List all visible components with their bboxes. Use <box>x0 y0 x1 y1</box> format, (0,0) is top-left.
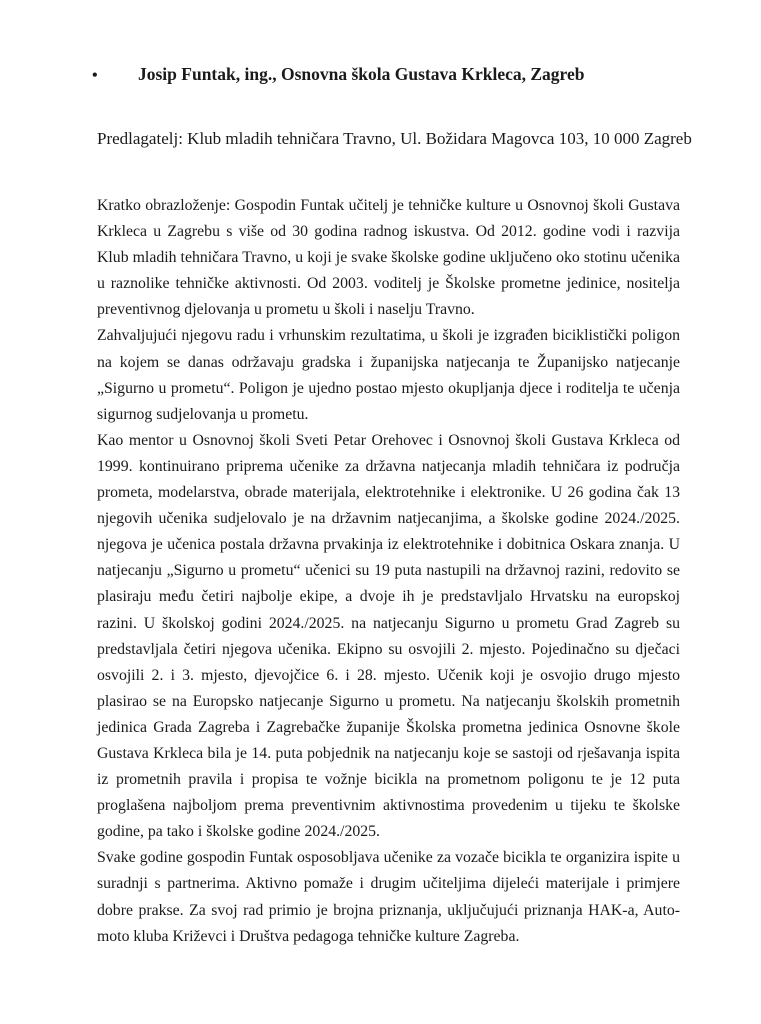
rationale-paragraph-4: Svake godine gospodin Funtak osposobljava učenike za vozače bicikla te organizira ispite u suradnji s partnerima. Aktivno pomaže i drugim učiteljima dijeleći materijale i primjere dobre prakse. Za svoj rad primio je brojna priznanja, uključujući priznanja HAK-a, Auto-moto kluba Križevci i Društva pedagoga tehničke kulture Zagreba. <box>97 849 680 945</box>
nominee-heading <box>92 64 712 85</box>
rationale-text <box>97 193 680 950</box>
nominee-name: Josip Funtak, ing., Osnovna škola Gustava Krkleca, Zagreb <box>138 64 585 84</box>
rationale-paragraph-2: Zahvaljujući njegovu radu i vrhunskim rezultatima, u školi je izgrađen biciklistički poligon na kojem se danas održavaju gradska i županijska natjecanja te Županijsko natjecanje „Sigurno u prometu“. Poligon je ujedno postao mjesto okupljanja djece i roditelja te učenja sigurnog sudjelovanja u prometu. <box>97 327 680 423</box>
proposer-line: Predlagatelj: Klub mladih tehničara Travno, Ul. Božidara Magovca 103, 10 000 Zagreb <box>97 129 692 148</box>
bullet-icon: • <box>92 67 98 84</box>
rationale-paragraph-1: Kratko obrazloženje: Gospodin Funtak učitelj je tehničke kulture u Osnovnoj školi Gustava Krkleca u Zagrebu s više od 30 godina radnog iskustva. Od 2012. godine vodi i razvija Klub mladih tehničara Travno, u koji je svake školske godine uključeno oko stotinu učenika u raznolike tehničke aktivnosti. Od 2003. voditelj je Školske prometne jedinice, nositelja preventivnog djelovanja u prometu u školi i naselju Travno. <box>97 197 680 319</box>
rationale-paragraph-3: Kao mentor u Osnovnoj školi Sveti Petar Orehovec i Osnovnoj školi Gustava Krkleca od 1999. kontinuirano priprema učenike za državna natjecanja mladih tehničara iz područja prometa, modelarstva, obrade materijala, elektrotehnike i elektronike. U 26 godina čak 13 njegovih učenika sudjelovalo je na državnim natjecanjima, a školske godine 2024./2025. njegova je učenica postala državna prvakinja iz elektrotehnike i dobitnica Oskara znanja. U natjecanju „Sigurno u prometu“ učenici su 19 puta nastupili na državnoj razini, redovito se plasiraju među četiri najbolje ekipe, a dvoje ih je predstavljalo Hrvatsku na europskoj razini. U školskoj godini 2024./2025. na natjecanju Sigurno u prometu Grad Zagreb su predstavljala četiri njegova učenika. Ekipno su osvojili 2. mjesto. Pojedinačno su dječaci osvojili 2. i 3. mjesto, djevojčice 6. i 28. mjesto. Učenik koji je osvojio drugo mjesto plasirao se na Europsko natjecanje Sigurno u prometu. Na natjecanju školskih prometnih jedinica Grada Zagreba i Zagrebačke županije Školska prometna jedinica Osnovne škole Gustava Krkleca bila je 14. puta pobjednik na natjecanju koje se sastoji od rješavanja ispita iz prometnih pravila i propisa te vožnje bicikla na prometnom poligonu te je 12 puta proglašena najboljom prema preventivnim aktivnostima provedenim u tijeku te školske godine, pa tako i školske godine 2024./2025. <box>97 431 680 841</box>
